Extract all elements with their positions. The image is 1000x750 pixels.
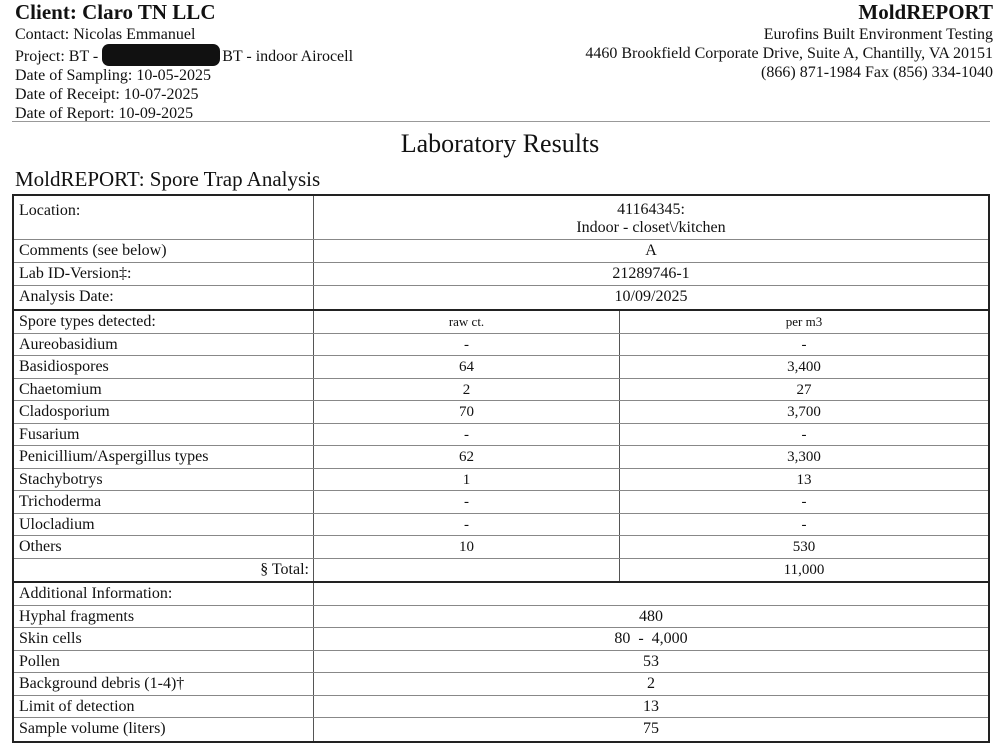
total-per-m3: 11,000 <box>783 561 825 578</box>
row-label: Lab ID-Version‡: <box>14 263 314 285</box>
skin-cells-row <box>14 628 988 651</box>
table-row <box>14 334 988 357</box>
project-suffix: BT - indoor Airocell <box>222 48 354 65</box>
page-title: Laboratory Results <box>400 129 600 158</box>
location-desc: Indoor - closet\/kitchen <box>576 219 726 236</box>
row-label: Pollen <box>14 651 314 673</box>
row-value: A <box>645 242 657 259</box>
row-value: 480 <box>639 607 663 625</box>
table-row <box>14 536 988 559</box>
lab-phone: (866) 871-1984 Fax (856) 334-1040 <box>761 64 993 81</box>
project <box>15 44 353 66</box>
row-label: Skin cells <box>14 628 314 650</box>
spore-name: Fusarium <box>14 424 314 446</box>
row-value <box>314 583 988 605</box>
row-value: 13 <box>643 697 659 715</box>
table-row <box>14 424 988 447</box>
spore-block <box>14 311 988 583</box>
per-m3: 13 <box>796 471 812 488</box>
spore-name: Aureobasidium <box>14 334 314 356</box>
additional-header-row <box>14 583 988 606</box>
row-label: Limit of detection <box>14 696 314 718</box>
table-row <box>14 469 988 492</box>
client-name: Client: Claro TN LLC <box>15 0 216 24</box>
raw-count: 10 <box>314 536 620 558</box>
contact: Contact: Nicolas Emmanuel <box>15 26 196 43</box>
pollen-row <box>14 651 988 674</box>
background-debris-row <box>14 673 988 696</box>
table-row <box>14 514 988 537</box>
header-divider <box>12 121 990 122</box>
per-m3: 3,300 <box>787 449 821 465</box>
spore-name: Stachybotrys <box>14 469 314 491</box>
date-of-report: Date of Report: 10-09-2025 <box>15 105 194 122</box>
row-label: Background debris (1-4)† <box>14 673 314 695</box>
spore-name: Chaetomium <box>14 379 314 401</box>
brand-name: MoldREPORT <box>858 0 993 24</box>
per-m3: 27 <box>796 381 812 398</box>
spore-name: Others <box>14 536 314 558</box>
section-subtitle: MoldREPORT: Spore Trap Analysis <box>15 167 321 191</box>
table-row <box>14 401 988 424</box>
row-value: 75 <box>643 720 659 737</box>
total-row <box>14 559 988 582</box>
row-label: Hyphal fragments <box>14 606 314 628</box>
location-row <box>14 196 988 240</box>
additional-info-block <box>14 583 988 741</box>
row-value: 2 <box>647 675 655 692</box>
redaction-bar <box>102 44 220 66</box>
hyphal-fragments-row <box>14 606 988 629</box>
row-label: Comments (see below) <box>14 240 314 262</box>
row-label: Location: <box>14 196 314 239</box>
client-info <box>15 2 353 123</box>
row-label: Analysis Date: <box>14 286 314 309</box>
table-row <box>14 446 988 469</box>
per-m3: 530 <box>792 539 816 555</box>
per-m3: 3,700 <box>787 404 821 420</box>
table-row <box>14 491 988 514</box>
analysis-date-row <box>14 286 988 309</box>
row-label: Sample volume (liters) <box>14 718 314 741</box>
lab-address: 4460 Brookfield Corporate Drive, Suite A, Chantilly, VA 20151 <box>585 45 993 62</box>
per-m3: - <box>801 336 807 353</box>
spore-name: Trichoderma <box>14 491 314 513</box>
report-header <box>0 0 1000 122</box>
raw-count: 70 <box>314 401 620 423</box>
table-row <box>14 356 988 379</box>
raw-count: 64 <box>314 356 620 378</box>
raw-count-header: raw ct. <box>314 311 620 333</box>
results-table <box>12 194 990 743</box>
limit-of-detection-row <box>14 696 988 719</box>
date-of-sampling: Date of Sampling: 10-05-2025 <box>15 67 211 84</box>
location-id: 41164345: <box>617 201 685 218</box>
spore-header-row <box>14 311 988 334</box>
raw-count: - <box>314 491 620 513</box>
per-m3: - <box>801 426 807 443</box>
raw-count: - <box>314 334 620 356</box>
sample-volume-row <box>14 718 988 741</box>
spore-name: Cladosporium <box>14 401 314 423</box>
table-row <box>14 379 988 402</box>
comments-row <box>14 240 988 263</box>
row-value: 53 <box>643 652 659 670</box>
raw-count: 62 <box>314 446 620 468</box>
spore-name: Basidiospores <box>14 356 314 378</box>
per-m3: - <box>801 494 807 510</box>
spore-name: Penicillium/Aspergillus types <box>14 446 314 468</box>
total-raw <box>314 559 620 582</box>
location-value <box>314 196 988 239</box>
project-prefix: Project: BT - <box>15 48 99 65</box>
per-m3: - <box>801 516 807 533</box>
per-m3: 3,400 <box>787 359 821 375</box>
row-label: Additional Information: <box>14 583 314 605</box>
date-of-receipt: Date of Receipt: 10-07-2025 <box>15 86 199 103</box>
per-m3-header: per m3 <box>785 314 823 329</box>
raw-count: - <box>314 424 620 446</box>
row-value: 10/09/2025 <box>614 288 688 305</box>
row-value: 21289746-1 <box>612 265 690 282</box>
raw-count: 1 <box>314 469 620 491</box>
spore-header-label: Spore types detected: <box>14 311 314 333</box>
lab-name: Eurofins Built Environment Testing <box>763 26 993 43</box>
raw-count: - <box>314 514 620 536</box>
lab-info <box>585 2 993 82</box>
row-value: 80 - 4,000 <box>614 630 688 647</box>
total-label: § Total: <box>14 559 314 582</box>
spore-name: Ulocladium <box>14 514 314 536</box>
raw-count: 2 <box>314 379 620 401</box>
sample-info-block <box>14 196 988 311</box>
lab-id-row <box>14 263 988 286</box>
